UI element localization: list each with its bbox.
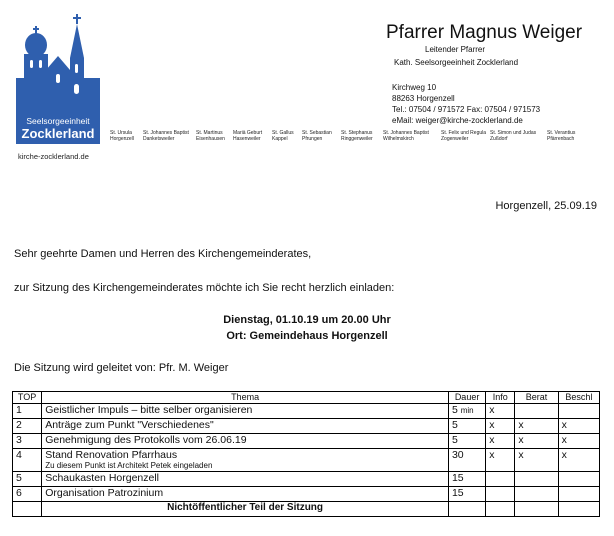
row-consult	[515, 472, 558, 487]
website: kirche-zocklerland.de	[18, 152, 89, 161]
logo-line1: Seelsorgeeinheit	[26, 116, 90, 126]
row-info	[486, 487, 515, 502]
row-duration: 5	[448, 419, 485, 434]
header-info: Info	[486, 392, 515, 404]
row-topic: Schaukasten Horgenzell	[42, 472, 449, 487]
row-number: 1	[13, 404, 42, 419]
parish-item: St. Martinus Eisenhausen	[196, 130, 225, 142]
row-decision	[558, 487, 599, 502]
row-consult: x	[515, 434, 558, 449]
header-topic: Thema	[42, 392, 449, 404]
parish-item: St. Verantius Pfärrenbach	[547, 130, 576, 142]
email: eMail: weiger@kirche-zocklerland.de	[392, 116, 523, 125]
meeting-place: Ort: Gemeindehaus Horgenzell	[226, 330, 388, 342]
date-line: Horgenzell, 25.09.19	[495, 200, 597, 212]
unit-name: Kath. Seelsorgeeinheit Zocklerland	[394, 58, 519, 67]
row-topic: Stand Renovation Pfarrhaus Zu diesem Punkt ist Architekt Petek eingeladen	[42, 449, 449, 472]
row-topic: Organisation Patrozinium	[42, 487, 449, 502]
row-decision	[558, 472, 599, 487]
meeting-time: Dienstag, 01.10.19 um 20.00 Uhr	[223, 314, 391, 326]
table-row	[13, 449, 600, 472]
row-duration: 15	[448, 487, 485, 502]
parish-item: St. Simon und Judas Zußdorf	[490, 130, 537, 142]
city: 88263 Horgenzell	[392, 94, 455, 103]
parish-list	[110, 130, 610, 146]
phone: Tel.: 07504 / 971572 Fax: 07504 / 971573	[392, 105, 541, 114]
row-number: 5	[13, 472, 42, 487]
row-decision: x	[558, 419, 599, 434]
parish-item: Mariä Geburt Hasenweiler	[233, 130, 263, 142]
row-number: 4	[13, 449, 42, 472]
table-row	[13, 472, 600, 487]
row-info: x	[486, 434, 515, 449]
table-row	[13, 419, 600, 434]
parish-item: St. Stephanus Ringgenweiler	[341, 130, 373, 142]
row-consult	[515, 487, 558, 502]
row-topic: Anträge zum Punkt "Verschiedenes"	[42, 419, 449, 434]
row-duration: 5 min	[448, 404, 485, 419]
row-duration: 15	[448, 472, 485, 487]
header-duration: Dauer	[448, 392, 485, 404]
row-number: 2	[13, 419, 42, 434]
row-consult	[515, 404, 558, 419]
private-section-row	[13, 502, 600, 517]
parish-item: St. Johannes Baptist Danketsweiler	[143, 130, 189, 142]
row-topic: Genehmigung des Protokolls vom 26.06.19	[42, 434, 449, 449]
row-consult: x	[515, 419, 558, 434]
row-topic: Geistlicher Impuls – bitte selber organisieren	[42, 404, 449, 419]
parish-item: St. Sebastian Pfrungen	[302, 130, 332, 142]
row-decision: x	[558, 434, 599, 449]
row-duration: 30	[448, 449, 485, 472]
row-duration: 5	[448, 434, 485, 449]
header-decision: Beschl	[558, 392, 599, 404]
table-row	[13, 404, 600, 419]
table-row	[13, 434, 600, 449]
logo-line2: Zocklerland	[21, 126, 95, 141]
parish-item: St. Felix und Regula Zogenweiler	[441, 130, 487, 142]
parish-item: St. Ursula Horgenzell	[110, 130, 134, 142]
parish-item: St. Gallus Kappel	[272, 130, 294, 142]
parish-item: St. Johannes Baptist Wilhelmskirch	[383, 130, 429, 142]
row-info: x	[486, 419, 515, 434]
row-info: x	[486, 449, 515, 472]
church-logo	[16, 12, 100, 144]
row-info: x	[486, 404, 515, 419]
table-header-row	[13, 392, 600, 404]
header-top: TOP	[13, 392, 42, 404]
row-info	[486, 472, 515, 487]
row-number: 6	[13, 487, 42, 502]
pastor-name: Pfarrer Magnus Weiger	[386, 22, 583, 43]
table-row	[13, 487, 600, 502]
header-consult: Berat	[515, 392, 558, 404]
greeting: Sehr geehrte Damen und Herren des Kirchengemeinderates,	[14, 248, 312, 260]
row-decision	[558, 404, 599, 419]
agenda-table	[12, 391, 600, 517]
chair-line: Die Sitzung wird geleitet von: Pfr. M. Weiger	[14, 362, 229, 374]
row-number: 3	[13, 434, 42, 449]
row-decision: x	[558, 449, 599, 472]
invitation: zur Sitzung des Kirchengemeinderates möchte ich Sie recht herzlich einladen:	[14, 282, 395, 294]
street: Kirchweg 10	[392, 83, 437, 92]
private-section-label: Nichtöffentlicher Teil der Sitzung	[42, 502, 449, 517]
row-consult: x	[515, 449, 558, 472]
pastor-title: Leitender Pfarrer	[425, 45, 486, 54]
